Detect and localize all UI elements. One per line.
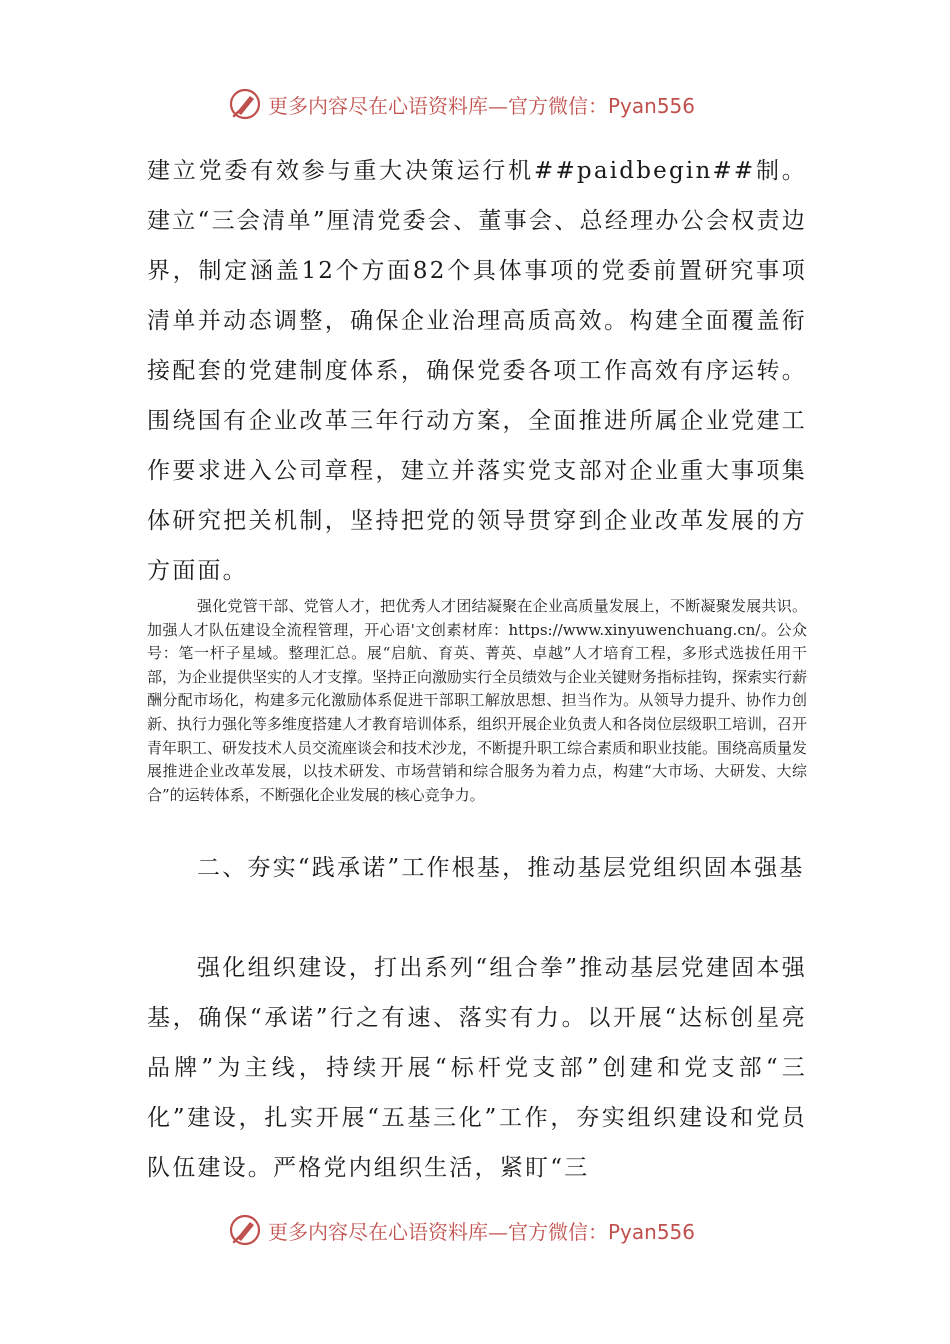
banner-text: 更多内容尽在心语资料库—官方微信：Pyan556 [268, 1219, 696, 1244]
body-paragraph-small: 强化党管干部、党管人才，把优秀人才团结凝聚在企业高质量发展上，不断凝聚发展共识。加强人才队伍建设全流程管理，开心语'文创素材库：https://www.xinyuwenchuang.cn/。公众号：笔一杆子星域。整理汇总。展“启航、育英、菁英、卓越”人才培育工程，多形式选拔任用干部，为企业提供坚实的人才支撑。坚持正向激励实行全员绩效与企业关键财务指标挂钩，探索实行薪酬分配市场化，构建多元化激励体系促进干部职工解放思想、担当作为。从领导力提升、协作力创新、执行力强化等多维度搭建人才教育培训体系，组织开展企业负责人和各岗位层级职工培训，召开青年职工、研发技术人员交流座谈会和技术沙龙，不断提升职工综合素质和职业技能。围绕高质量发展推进企业改革发展，以技术研发、市场营销和综合服务为着力点，构建“大市场、大研发、大综合”的运转体系，不断强化企业发展的核心竞争力。 [147, 597, 808, 804]
header-banner [228, 84, 695, 124]
section-heading-2: 二、夯实“践承诺”工作根基，推动基层党组织固本强基 [197, 855, 805, 881]
pen-nib-logo-icon [228, 87, 262, 121]
footer-banner [228, 1210, 695, 1250]
banner-text: 更多内容尽在心语资料库—官方微信：Pyan556 [268, 93, 696, 118]
pen-nib-logo-icon [228, 1213, 262, 1247]
body-paragraph-2: 强化组织建设，打出系列“组合拳”推动基层党建固本强基，确保“承诺”行之有速、落实有力。以开展“达标创星亮品牌”为主线，持续开展“标杆党支部”创建和党支部“三化”建设，扎实开展“五基三化”工作，夯实组织建设和党员队伍建设。严格党内组织生活，紧盯“三 [147, 955, 807, 1181]
wechat-id: Pyan556 [608, 1219, 696, 1244]
wechat-id: Pyan556 [608, 93, 696, 118]
body-paragraph-1: 建立党委有效参与重大决策运行机##paidbegin##制。建立“三会清单”厘清党委会、董事会、总经理办公会权责边界，制定涵盖12个方面82个具体事项的党委前置研究事项清单并动态调整，确保企业治理高质高效。构建全面覆盖衔接配套的党建制度体系，确保党委各项工作高效有序运转。围绕国有企业改革三年行动方案，全面推进所属企业党建工作要求进入公司章程，建立并落实党支部对企业重大事项集体研究把关机制，坚持把党的领导贯穿到企业改革发展的方方面面。 [147, 158, 807, 584]
